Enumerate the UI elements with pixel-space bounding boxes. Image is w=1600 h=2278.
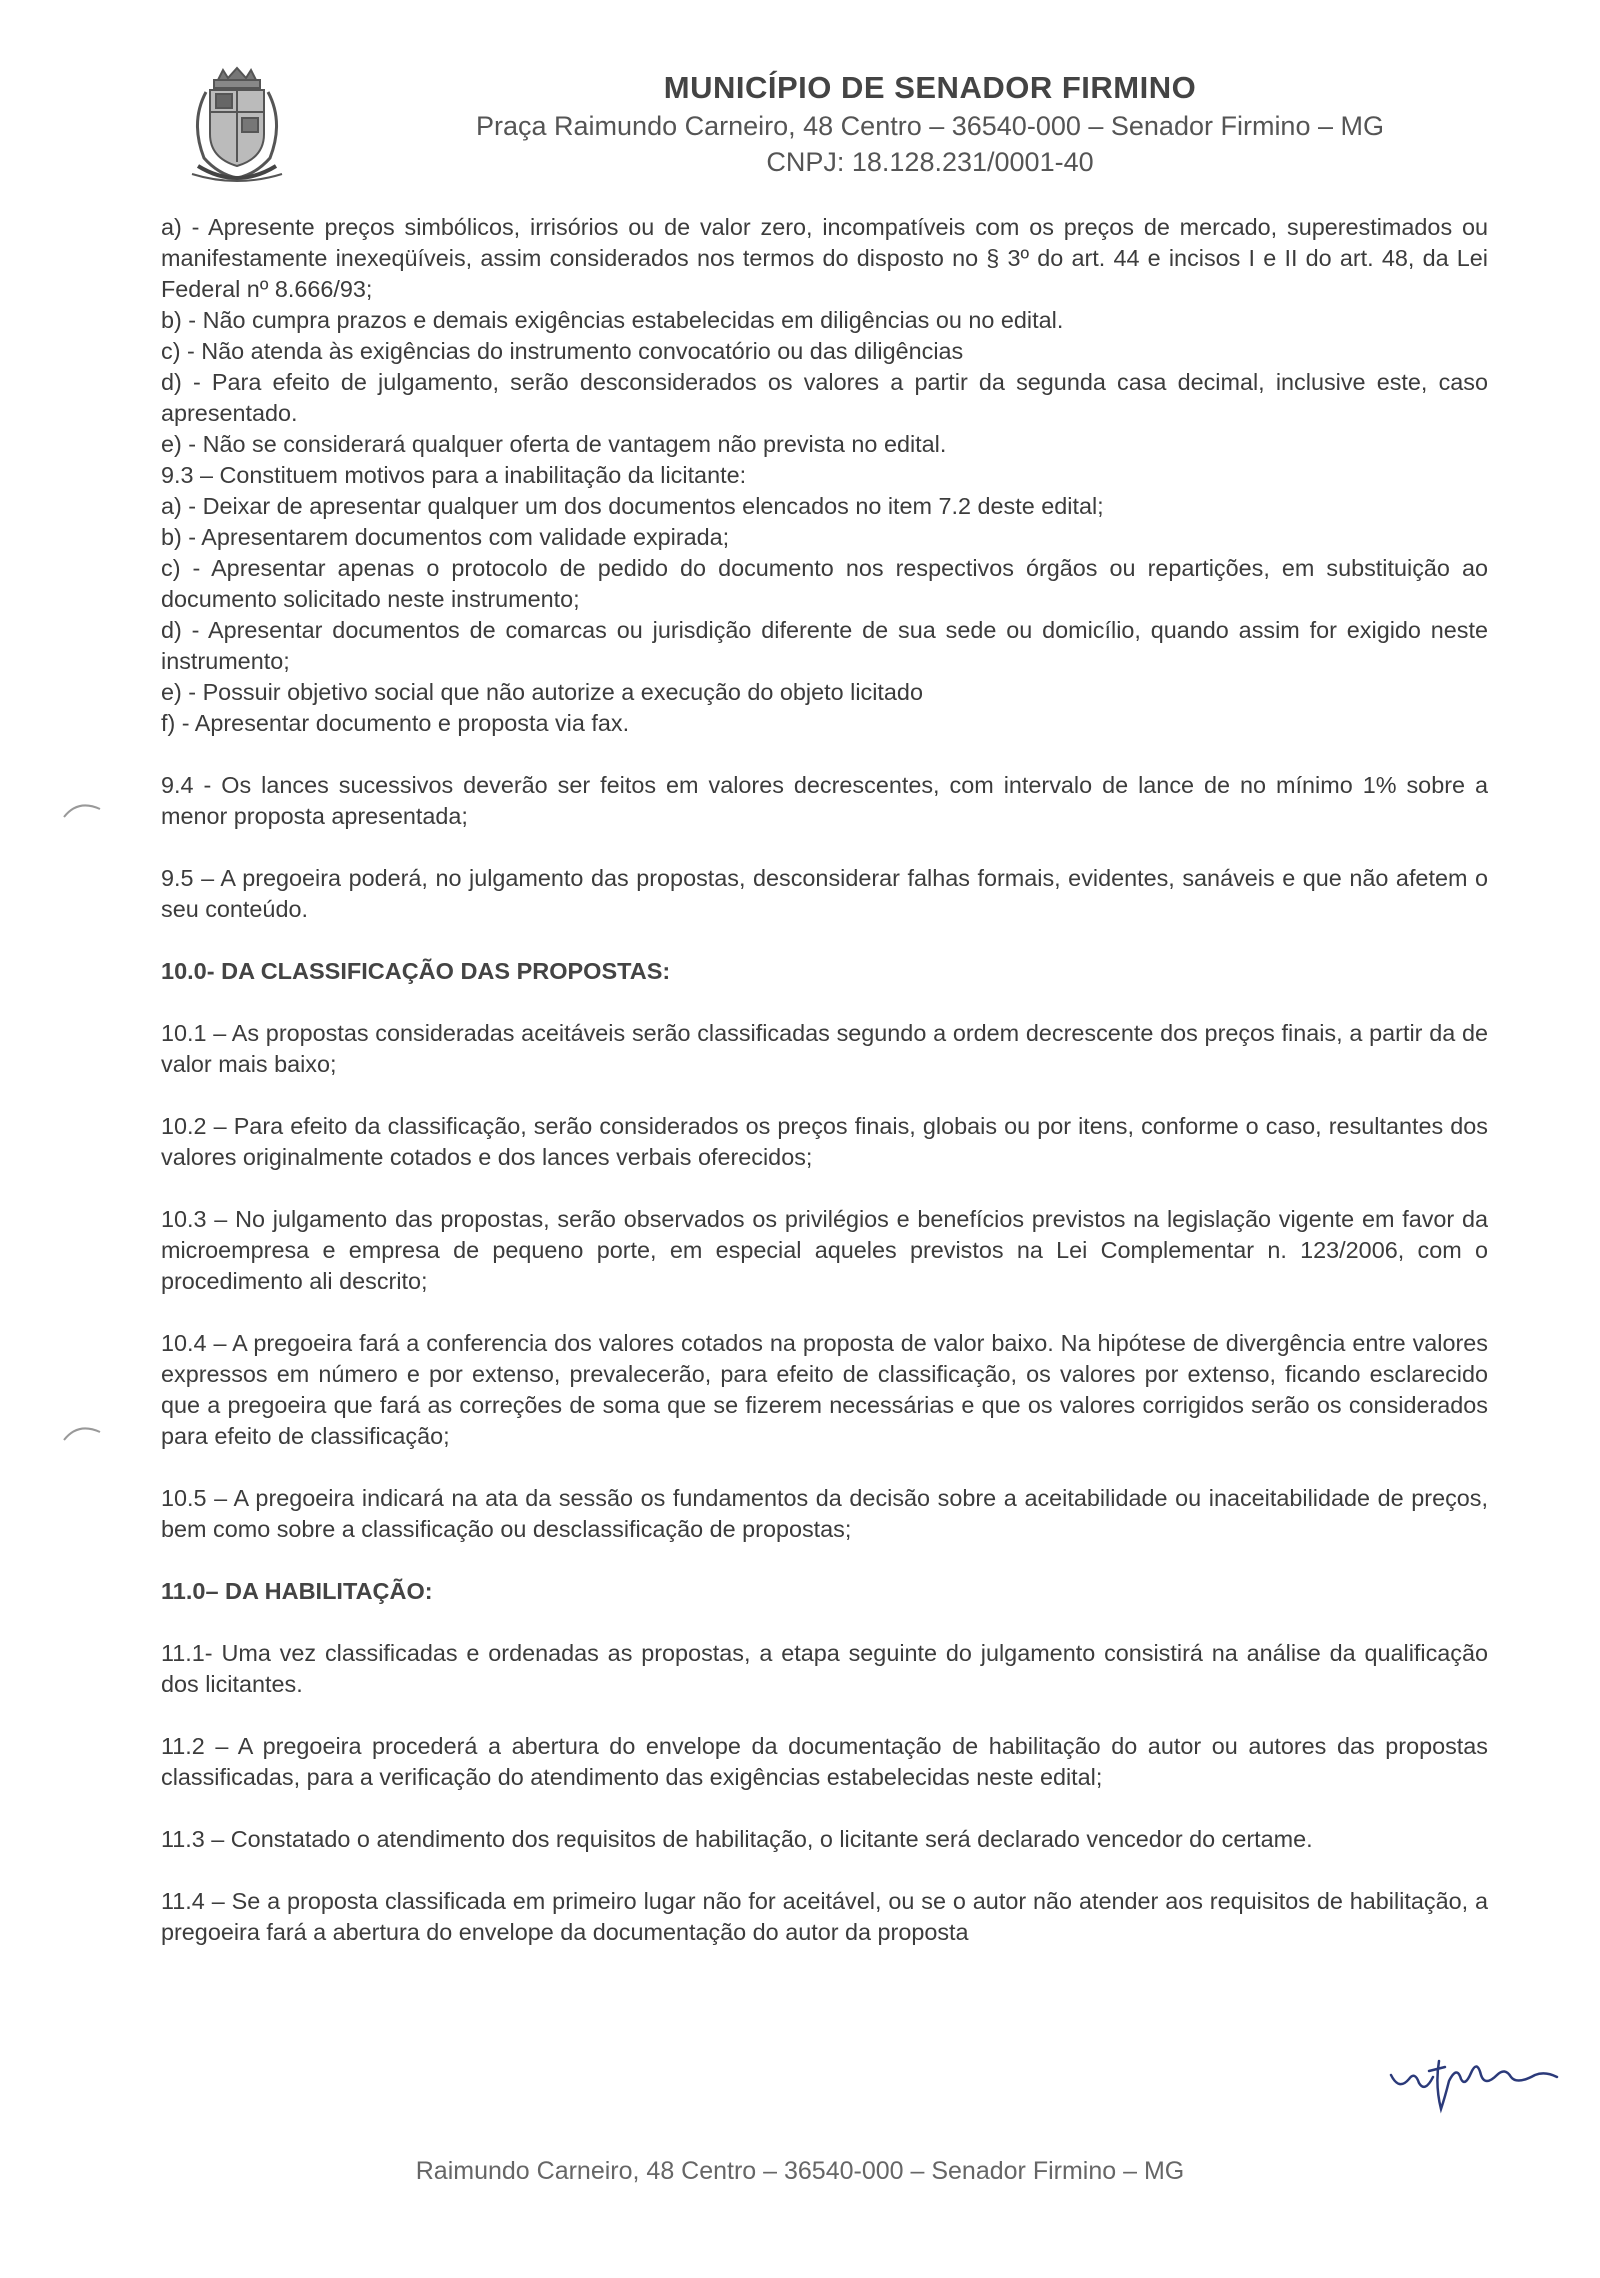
- punch-mark-icon: [60, 795, 104, 825]
- clause-9-3-a: a) - Deixar de apresentar qualquer um dos documentos elencados no item 7.2 deste edital;: [161, 493, 1104, 519]
- clause-d-decimals: d) - Para efeito de julgamento, serão desconsiderados os valores a partir da segunda casa decimal, inclusive este, caso apresentado.: [161, 369, 1488, 426]
- letterhead-address: Praça Raimundo Carneiro, 48 Centro – 36540-000 – Senador Firmino – MG: [476, 111, 1384, 141]
- clause-9-4: 9.4 - Os lances sucessivos deverão ser feitos em valores decrescentes, com intervalo de lance de no mínimo 1% sobre a menor proposta apresentada;: [161, 772, 1488, 829]
- clause-b-deadlines: b) - Não cumpra prazos e demais exigências estabelecidas em diligências ou no edital.: [161, 307, 1064, 333]
- clause-9-5: 9.5 – A pregoeira poderá, no julgamento das propostas, desconsiderar falhas formais, evidentes, sanáveis e que não afetem o seu conteúdo.: [161, 865, 1488, 922]
- handwritten-initials-icon: [1385, 2045, 1565, 2115]
- clause-10-3: 10.3 – No julgamento das propostas, serão observados os privilégios e benefícios previstos na legislação vigente em favor da microempresa e empresa de pequeno porte, em especial aqueles previstos na Lei Complementar n. 123/2006, com o procedimento ali descrito;: [161, 1206, 1488, 1294]
- clause-9-3-b: b) - Apresentarem documentos com validade expirada;: [161, 524, 730, 550]
- clause-11-4: 11.4 – Se a proposta classificada em primeiro lugar não for aceitável, ou se o autor não atender aos requisitos de habilitação, a pregoeira fará a abertura do envelope da documentação do autor da proposta: [161, 1888, 1488, 1945]
- clause-c-requirements: c) - Não atenda às exigências do instrumento convocatório ou das diligências: [161, 338, 964, 364]
- clause-9-3-d: d) - Apresentar documentos de comarcas ou jurisdição diferente de sua sede ou domicílio, quando assim for exigido neste instrumento;: [161, 617, 1488, 674]
- clause-9-3-e: e) - Possuir objetivo social que não autorize a execução do objeto licitado: [161, 679, 923, 705]
- punch-mark-icon: [60, 1418, 104, 1448]
- clause-9-3-f: f) - Apresentar documento e proposta via fax.: [161, 710, 630, 736]
- clause-10-2: 10.2 – Para efeito da classificação, serão considerados os preços finais, globais ou por itens, conforme o caso, resultantes dos valores originalmente cotados e dos lances verbais oferecidos;: [161, 1113, 1488, 1170]
- clause-a-price: a) - Apresente preços simbólicos, irrisórios ou de valor zero, incompatíveis com os preços de mercado, superestimados ou manifestamente inexeqüíveis, assim considerados nos termos do disposto no § 3º do art. 44 e incisos I e II do art. 48, da Lei Federal nº 8.666/93;: [161, 214, 1488, 302]
- clause-11-1: 11.1- Uma vez classificadas e ordenadas as propostas, a etapa seguinte do julgamento consistirá na análise da qualificação dos licitantes.: [161, 1640, 1488, 1697]
- clause-e-advantage: e) - Não se considerará qualquer oferta de vantagem não prevista no edital.: [161, 431, 947, 457]
- clause-11-2: 11.2 – A pregoeira procederá a abertura do envelope da documentação de habilitação do autor ou autores das propostas classificadas, para a verificação do atendimento das exigências estabelecidas neste edital;: [161, 1733, 1488, 1790]
- section-heading-10: 10.0- DA CLASSIFICAÇÃO DAS PROPOSTAS:: [161, 958, 671, 984]
- section-heading-11: 11.0– DA HABILITAÇÃO:: [161, 1578, 433, 1604]
- letterhead: [380, 68, 1480, 180]
- clause-9-3: 9.3 – Constituem motivos para a inabilitação da licitante:: [161, 462, 747, 488]
- clause-11-3: 11.3 – Constatado o atendimento dos requisitos de habilitação, o licitante será declarado vencedor do certame.: [161, 1826, 1313, 1852]
- clause-10-1: 10.1 – As propostas consideradas aceitáveis serão classificadas segundo a ordem decrescente dos preços finais, a partir da de valor mais baixo;: [161, 1020, 1488, 1077]
- document-body: [161, 212, 1488, 1948]
- municipal-coat-of-arms-icon: [178, 62, 296, 192]
- clause-10-5: 10.5 – A pregoeira indicará na ata da sessão os fundamentos da decisão sobre a aceitabilidade ou inaceitabilidade de preços, bem como sobre a classificação ou desclassificação de propostas;: [161, 1485, 1488, 1542]
- municipality-name: MUNICÍPIO DE SENADOR FIRMINO: [663, 70, 1197, 105]
- clause-9-3-c: c) - Apresentar apenas o protocolo de pedido do documento nos respectivos órgãos ou repartições, em substituição ao documento solicitado neste instrumento;: [161, 555, 1488, 612]
- footer-address: Raimundo Carneiro, 48 Centro – 36540-000 – Senador Firmino – MG: [415, 2157, 1185, 2185]
- letterhead-cnpj: CNPJ: 18.128.231/0001-40: [766, 147, 1094, 177]
- clause-10-4: 10.4 – A pregoeira fará a conferencia dos valores cotados na proposta de valor baixo. Na hipótese de divergência entre valores expressos em número e por extenso, prevalecerão, para efeito de classificação, os valores por extenso, ficando esclarecido que a pregoeira que fará as correções de soma que se fizerem necessárias e que os valores corrigidos serão os considerados para efeito de classificação;: [161, 1330, 1488, 1449]
